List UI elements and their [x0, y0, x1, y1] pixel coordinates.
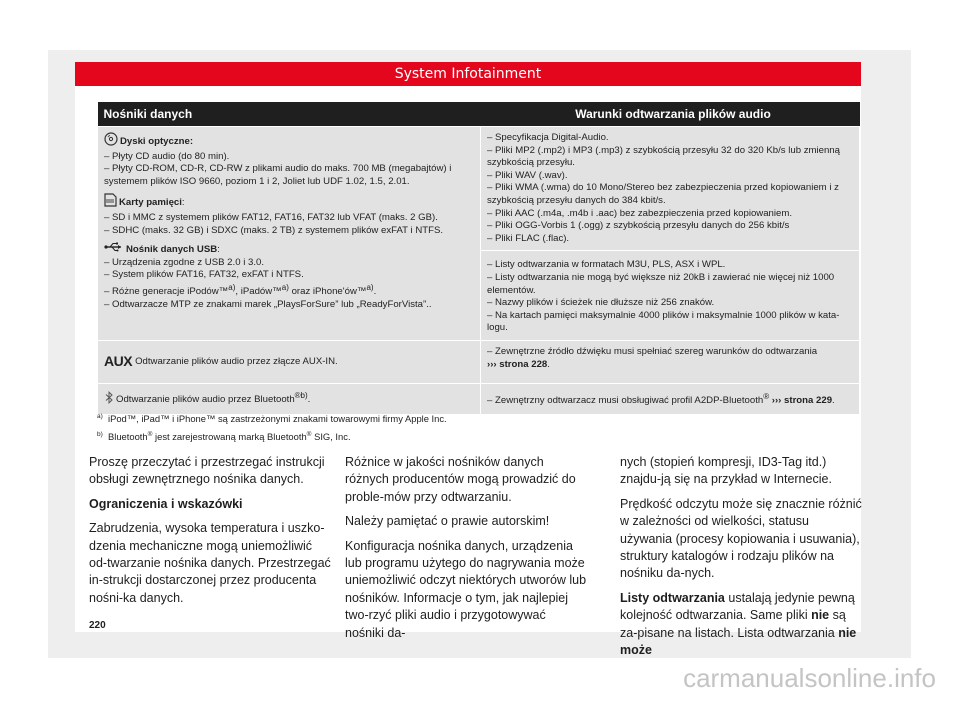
conditions-cell-1: – Specyfikacja Digital-Audio. – Pliki MP2 (.mp2) i MP3 (.mp3) z szybkością przesyłu 32 do 320 Kb/s lub zmienną szybkością przesyłu. – Pliki WAV (.wav). – Pliki WMA (.wma) do 10 Mono/Stereo bez zabezpieczenia przed kopiowaniem i z szybkością przesyłu danych do 384 kbit/s. – Pliki AAC (.m4a, .m4b i .aac) bez zabezpieczenia przed kopiowaniem. – Pliki OGG-Vorbis 1 (.ogg) z szybkością przesyłu danych do 256 kbit/s – Pliki FLAC (.flac).: [481, 127, 860, 251]
col-header-conditions: Warunki odtwarzania plików audio: [481, 102, 860, 127]
section-header: System Infotainment: [75, 62, 861, 86]
col-header-media: Nośniki danych: [98, 102, 481, 127]
text-column-2: Różnice w jakości nośników danych różnych producentów mogą prowadzić do proble-mów przy odtwarzaniu. Należy pamiętać o prawie autorskim! Konfiguracja nośnika danych, urządzenia lub programu użytego do nagrywania może uniemożliwić odczyt niektórych utworów lub nośników. Informacje o tym, jak najlepiej two-rzyć pliki audio i przygotowywać nośniki da-: [345, 455, 587, 640]
bluetooth-icon: [104, 391, 114, 409]
optical-line: – Płyty CD audio (do 80 min).: [104, 150, 230, 162]
page-number: 220: [89, 620, 106, 631]
conditions-cell-2: – Listy odtwarzania w formatach M3U, PLS, ASX i WPL. – Listy odtwarzania nie mogą być większe niż 20kB i zawierać nie więcej niż 1000 elementów. – Nazwy plików i ścieżek nie dłuższe niż 256 znaków. – Na kartach pamięci maksymalnie 4000 plików i maksymalnie 1000 plików w kata- logu.: [481, 251, 860, 341]
footnote-b: $^{b)}$ Bluetooth® jest zarejestrowaną marką Bluetooth® SIG, Inc.: [97, 431, 351, 443]
optical-line: systemem plików ISO 9660, poziom 1 i 2, Joliet lub UDF 1.02, 1.5, 2.01.: [104, 175, 410, 187]
usb-line: – Odtwarzacze MTP ze znakami marek „PlaysForSure” lub „ReadyForVista”..: [104, 298, 432, 310]
text-column-1: Proszę przeczytać i przestrzegać instrukcji obsługi zewnętrznego nośnika danych. Ograniczenia i wskazówki Zabrudzenia, wysoka temperatura i uszko-dzenia mechaniczne mogą uniemożliwić od-twarzanie nośnika danych. Przestrzegać in-strukcji dostarczonej przez producenta nośni-ka danych.: [89, 455, 331, 605]
aux-label: Odtwarzanie plików audio przez złącze AUX-IN.: [135, 356, 338, 368]
usb-icon: [104, 242, 124, 257]
text-column-3: nych (stopień kompresji, ID3-Tag itd.) znajdu-ją się na przykład w Internecie. Prędkość odczytu może się znacznie różnić w zależności od wielkości, statusu używania (procesy kopiowania i usuwania), struktury katalogów i rodzaju plików na nośniku da-nych. Listy odtwarzania ustalają jedynie pewną kolejność odtwarzania. Same pliki nie są za-pisane na listach. Lista odtwarzania nie może: [620, 455, 862, 658]
media-cell: [98, 127, 481, 341]
bluetooth-label: Odtwarzanie plików audio przez Bluetooth: [116, 393, 295, 405]
usb-ipod-line: – Różne generacje iPodów™$^{a)}$, iPadów™$^{a)}$ oraz iPhone'ów™$^{a)}$.: [104, 282, 377, 298]
usb-line: – Urządzenia zgodne z USB 2.0 i 3.0.: [104, 256, 264, 268]
section-heading: Ograniczenia i wskazówki: [89, 496, 243, 511]
media-table: [97, 102, 860, 415]
bt-page-ref[interactable]: ››› strona 229: [771, 394, 833, 406]
aux-cell: [98, 340, 481, 383]
bluetooth-conditions: – Zewnętrzny odtwarzacz musi obsługiwać profil A2DP-Bluetooth® ››› strona 229.: [481, 383, 860, 414]
usb-block: Nośnik danych USB: – Urządzenia zgodne z USB 2.0 i 3.0. – System plików FAT16, FAT32, exFAT i NTFS. – Różne generacje iPodów™$^{a)}$, iPadów™$^{a)}$ oraz iPhone'ów™$^{a)}$. – Odtwarzacze MTP ze znakami marek „PlaysForSure” lub „ReadyForVista”..: [104, 242, 475, 311]
cards-title: Karty pamięci: [119, 197, 182, 209]
cards-line: – SDHC (maks. 32 GB) i SDXC (maks. 2 TB) z systemem plików exFAT i NTFS.: [104, 224, 444, 236]
footnote-a: $^{a)}$ iPod™, iPad™ i iPhone™ są zastrzeżonymi znakami towarowymi firmy Apple Inc.: [97, 413, 447, 425]
aux-icon: AUX: [104, 353, 133, 370]
optical-block: [104, 132, 475, 188]
cards-block: Karty pamięci: – SD i MMC z systemem plików FAT12, FAT16, FAT32 lub VFAT (maks. 2 GB). – SDHC (maks. 32 GB) i SDXC (maks. 2 TB) z systemem plików exFAT i NTFS.: [104, 193, 475, 237]
aux-page-ref[interactable]: ››› strona 228: [487, 358, 548, 370]
disc-icon: [104, 132, 118, 151]
usb-line: – System plików FAT16, FAT32, exFAT i NTFS.: [104, 269, 304, 281]
usb-title: Nośnik danych USB: [126, 243, 218, 255]
optical-title: Dyski optyczne:: [120, 135, 194, 147]
optical-line: – Płyty CD-ROM, CD-R, CD-RW z plikami audio do maks. 700 MB (megabajtów) i: [104, 163, 452, 175]
sd-card-icon: [104, 193, 117, 212]
bluetooth-cell: Odtwarzanie plików audio przez Bluetooth$^{®b)}$.: [98, 383, 481, 414]
cards-line: – SD i MMC z systemem plików FAT12, FAT16, FAT32 lub VFAT (maks. 2 GB).: [104, 211, 438, 223]
watermark: carmanualsonline.info: [683, 663, 936, 693]
aux-conditions: – Zewnętrzne źródło dźwięku musi spełniać szereg warunków do odtwarzania ››› strona 228.: [481, 340, 860, 383]
